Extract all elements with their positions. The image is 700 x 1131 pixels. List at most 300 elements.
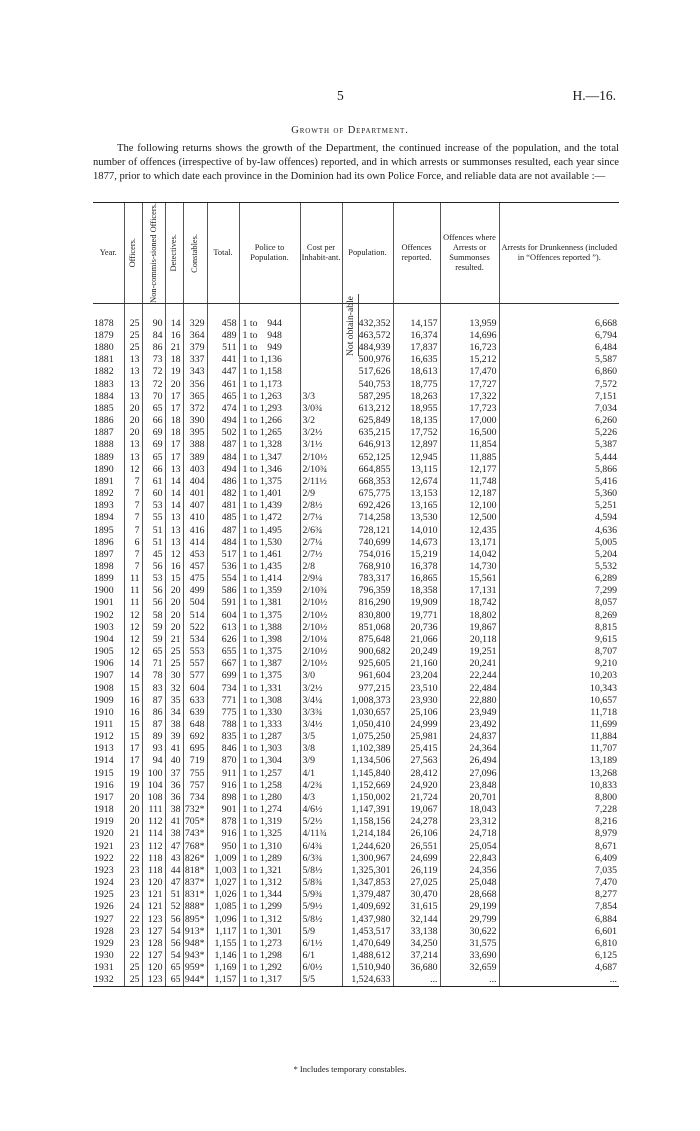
detectives-cell: 16: [165, 561, 183, 573]
year-cell: 1891: [94, 475, 114, 487]
year-cell: 1888: [94, 439, 114, 451]
table-row: [93, 610, 619, 622]
drunkenness-cell: 7,299: [499, 585, 619, 597]
table-row: [93, 792, 619, 804]
officers-cell: 7: [124, 561, 142, 573]
total-cell: 1,026: [207, 889, 239, 901]
constables-cell: 389: [183, 452, 207, 464]
nco-cell: 83: [142, 683, 165, 695]
arrests-cell: 17,322: [440, 391, 499, 403]
population-cell: 1,409,692: [342, 901, 393, 913]
table-row: [93, 695, 619, 707]
cost-cell: 3/0¾: [300, 403, 342, 415]
cost-cell: 2/8: [300, 561, 342, 573]
drunkenness-cell: 11,718: [499, 707, 619, 719]
table-row: [93, 841, 619, 853]
table-row: [93, 731, 619, 743]
nco-cell: 86: [142, 342, 165, 354]
ratio-cell: 1 to 1,325: [239, 828, 300, 840]
total-cell: 1,085: [207, 901, 239, 913]
cost-cell: 2/9¼: [300, 573, 342, 585]
total-cell: 465: [207, 391, 239, 403]
offences-cell: 19,771: [393, 610, 440, 622]
table-row: [93, 354, 619, 366]
total-cell: 655: [207, 646, 239, 658]
arrests-cell: 20,701: [440, 792, 499, 804]
population-cell: 635,215: [342, 427, 393, 439]
total-cell: 667: [207, 658, 239, 670]
offences-cell: 13,530: [393, 512, 440, 524]
total-cell: 775: [207, 707, 239, 719]
nco-cell: 45: [142, 549, 165, 561]
constables-cell: 379: [183, 342, 207, 354]
officers-cell: 20: [124, 415, 142, 427]
nco-cell: 120: [142, 877, 165, 889]
constables-cell: 818*: [183, 865, 207, 877]
ratio-cell: 1 to 944: [239, 303, 300, 330]
detectives-cell: 39: [165, 731, 183, 743]
arrests-cell: 22,843: [440, 853, 499, 865]
ratio-cell: 1 to 1,308: [239, 695, 300, 707]
constables-cell: 410: [183, 512, 207, 524]
year-cell: 1889: [94, 451, 114, 463]
population-cell: 692,426: [342, 500, 393, 512]
arrests-cell: 24,837: [440, 731, 499, 743]
population-cell: 977,215: [342, 683, 393, 695]
nco-cell: 93: [142, 743, 165, 755]
offences-cell: 25,415: [393, 743, 440, 755]
nco-cell: 65: [142, 646, 165, 658]
nco-cell: 58: [142, 610, 165, 622]
population-cell: 796,359: [342, 585, 393, 597]
officers-cell: 7: [124, 476, 142, 488]
detectives-cell: 25: [165, 658, 183, 670]
cost-cell: 4/2¾: [300, 780, 342, 792]
total-cell: 586: [207, 585, 239, 597]
total-cell: 486: [207, 476, 239, 488]
header-detectives: Detectives.: [165, 203, 183, 304]
offences-cell: 26,551: [393, 841, 440, 853]
not-obtainable-note: Not obtain-able: [345, 294, 359, 356]
officers-cell: 19: [124, 768, 142, 780]
drunkenness-cell: 9,210: [499, 658, 619, 670]
drunkenness-cell: 6,860: [499, 366, 619, 378]
arrests-cell: 31,575: [440, 938, 499, 950]
detectives-cell: 13: [165, 464, 183, 476]
table-row: [93, 366, 619, 378]
officers-cell: 6: [124, 537, 142, 549]
table-row: [93, 950, 619, 962]
arrests-cell: 28,668: [440, 889, 499, 901]
population-cell: 961,604: [342, 670, 393, 682]
intro-paragraph: The following returns shows the growth of the Department, the continued increase of the population, and the total number of offences (irrespective of by-law offences) reported, and in which arrests or summonses resulted, each year since 1877, prior to which date each province in the Dominion had its own Police Force, and reliable data are not available :—: [93, 143, 619, 182]
offences-cell: 19,067: [393, 804, 440, 816]
arrests-cell: 13,959: [440, 303, 499, 330]
cost-cell: 3/3¾: [300, 707, 342, 719]
total-cell: 1,146: [207, 950, 239, 962]
total-cell: 554: [207, 573, 239, 585]
constables-cell: 401: [183, 488, 207, 500]
drunkenness-cell: 8,707: [499, 646, 619, 658]
year-cell: 1908: [94, 682, 114, 694]
total-cell: 487: [207, 439, 239, 451]
table-row: [93, 597, 619, 609]
officers-cell: 20: [124, 804, 142, 816]
drunkenness-cell: 10,657: [499, 695, 619, 707]
offences-cell: 21,724: [393, 792, 440, 804]
year-cell: 1887: [94, 427, 114, 439]
table-row: [93, 683, 619, 695]
table-row: [93, 889, 619, 901]
officers-cell: 25: [124, 974, 142, 987]
year-cell: 1913: [94, 743, 114, 755]
nco-cell: 56: [142, 561, 165, 573]
header-population: Population.: [342, 203, 393, 304]
officers-cell: 15: [124, 683, 142, 695]
cost-cell: 3/3: [300, 391, 342, 403]
total-cell: 1,096: [207, 914, 239, 926]
officers-cell: 22: [124, 914, 142, 926]
nco-cell: 65: [142, 452, 165, 464]
ratio-cell: 1 to 1,439: [239, 500, 300, 512]
officers-cell: 12: [124, 610, 142, 622]
year-cell: 1922: [94, 852, 114, 864]
nco-cell: 56: [142, 585, 165, 597]
ratio-cell: 1 to 1,375: [239, 670, 300, 682]
year-cell: 1920: [94, 828, 114, 840]
population-cell: 1,300,967: [342, 853, 393, 865]
offences-cell: 16,635: [393, 354, 440, 366]
population-cell: 1,152,669: [342, 780, 393, 792]
nco-cell: 112: [142, 816, 165, 828]
ratio-cell: 1 to 1,461: [239, 549, 300, 561]
ratio-cell: 1 to 1,293: [239, 403, 300, 415]
total-cell: 461: [207, 379, 239, 391]
arrests-cell: 20,241: [440, 658, 499, 670]
year-cell: 1927: [94, 913, 114, 925]
cost-cell: 5/8½: [300, 914, 342, 926]
total-cell: 511: [207, 342, 239, 354]
year-cell: 1880: [94, 342, 114, 354]
officers-cell: 13: [124, 366, 142, 378]
total-cell: 502: [207, 427, 239, 439]
total-cell: 489: [207, 330, 239, 342]
year-cell: 1917: [94, 791, 114, 803]
year-cell: 1910: [94, 706, 114, 718]
constables-cell: 831*: [183, 889, 207, 901]
offences-cell: 18,955: [393, 403, 440, 415]
ratio-cell: 1 to 1,136: [239, 354, 300, 366]
detectives-cell: 20: [165, 379, 183, 391]
year-cell: 1932: [93, 974, 124, 987]
total-cell: 447: [207, 366, 239, 378]
total-cell: 901: [207, 804, 239, 816]
total-cell: 474: [207, 403, 239, 415]
cost-cell: 4/6½: [300, 804, 342, 816]
constables-cell: 755: [183, 768, 207, 780]
arrests-cell: 26,494: [440, 755, 499, 767]
table-header-row: [93, 203, 619, 304]
ratio-cell: 1 to 1,344: [239, 889, 300, 901]
population-cell: 463,572: [342, 330, 393, 342]
total-cell: 734: [207, 683, 239, 695]
ratio-cell: 1 to 1,398: [239, 634, 300, 646]
detectives-cell: 54: [165, 926, 183, 938]
arrests-cell: 25,054: [440, 841, 499, 853]
arrests-cell: 23,848: [440, 780, 499, 792]
total-cell: 878: [207, 816, 239, 828]
ratio-cell: 1 to 1,472: [239, 512, 300, 524]
cost-cell: 2/10½: [300, 452, 342, 464]
header-offences-reported: Offences reported.: [393, 203, 440, 304]
population-cell: 1,379,487: [342, 889, 393, 901]
table-row: [93, 634, 619, 646]
table-row: [93, 415, 619, 427]
year-cell: 1878: [94, 317, 114, 329]
population-cell: 728,121: [342, 525, 393, 537]
constables-cell: 959*: [183, 962, 207, 974]
drunkenness-cell: 5,416: [499, 476, 619, 488]
ratio-cell: 1 to 1,265: [239, 427, 300, 439]
ratio-cell: 1 to 1,530: [239, 537, 300, 549]
year-cell: 1903: [94, 621, 114, 633]
constables-cell: 705*: [183, 816, 207, 828]
cost-cell: 3/4¼: [300, 695, 342, 707]
total-cell: 484: [207, 452, 239, 464]
table-row: [93, 926, 619, 938]
cost-cell: [300, 330, 342, 342]
officers-cell: 7: [124, 500, 142, 512]
total-cell: 1,169: [207, 962, 239, 974]
detectives-cell: 44: [165, 865, 183, 877]
table-row: [93, 476, 619, 488]
population-cell: 646,913: [342, 439, 393, 451]
constables-cell: 534: [183, 634, 207, 646]
arrests-cell: 32,659: [440, 962, 499, 974]
population-cell: 664,855: [342, 464, 393, 476]
constables-cell: 365: [183, 391, 207, 403]
population-cell: 1,244,620: [342, 841, 393, 853]
table-row: [93, 719, 619, 731]
officers-cell: 20: [124, 792, 142, 804]
total-cell: 846: [207, 743, 239, 755]
drunkenness-cell: 6,794: [499, 330, 619, 342]
officers-cell: 23: [124, 926, 142, 938]
officers-cell: 23: [124, 841, 142, 853]
constables-cell: 475: [183, 573, 207, 585]
detectives-cell: 21: [165, 342, 183, 354]
constables-cell: 504: [183, 597, 207, 609]
nco-cell: 66: [142, 464, 165, 476]
drunkenness-cell: 6,601: [499, 926, 619, 938]
year-cell: 1926: [94, 901, 114, 913]
nco-cell: 65: [142, 403, 165, 415]
drunkenness-cell: 8,671: [499, 841, 619, 853]
detectives-cell: 20: [165, 585, 183, 597]
population-cell: 500,976: [342, 354, 393, 366]
arrests-cell: 23,492: [440, 719, 499, 731]
nco-cell: 127: [142, 926, 165, 938]
total-cell: 699: [207, 670, 239, 682]
cost-cell: 2/10¾: [300, 464, 342, 476]
arrests-cell: 12,100: [440, 500, 499, 512]
drunkenness-cell: 4,594: [499, 512, 619, 524]
detectives-cell: 25: [165, 646, 183, 658]
offences-cell: 21,066: [393, 634, 440, 646]
year-cell: 1882: [94, 366, 114, 378]
population-cell: 1,488,612: [342, 950, 393, 962]
arrests-cell: 19,867: [440, 622, 499, 634]
table-row: [93, 439, 619, 451]
constables-cell: 343: [183, 366, 207, 378]
detectives-cell: 47: [165, 877, 183, 889]
detectives-cell: 18: [165, 415, 183, 427]
nco-cell: 60: [142, 488, 165, 500]
drunkenness-cell: 7,572: [499, 379, 619, 391]
ratio-cell: 1 to 1,312: [239, 877, 300, 889]
constables-cell: 372: [183, 403, 207, 415]
ratio-cell: 1 to 1,375: [239, 476, 300, 488]
total-cell: 1,157: [207, 974, 239, 987]
nco-cell: 72: [142, 379, 165, 391]
officers-cell: 23: [124, 889, 142, 901]
drunkenness-cell: 9,615: [499, 634, 619, 646]
cost-cell: 6/0½: [300, 962, 342, 974]
constables-cell: 453: [183, 549, 207, 561]
ratio-cell: 1 to 1,328: [239, 439, 300, 451]
header-cost-per-inhabitant: Cost per Inhabit-ant.: [300, 203, 342, 304]
offences-cell: 25,981: [393, 731, 440, 743]
offences-cell: 23,510: [393, 683, 440, 695]
arrests-cell: 12,177: [440, 464, 499, 476]
drunkenness-cell: 8,800: [499, 792, 619, 804]
drunkenness-cell: 11,707: [499, 743, 619, 755]
nco-cell: 121: [142, 901, 165, 913]
nco-cell: 111: [142, 804, 165, 816]
nco-cell: 66: [142, 415, 165, 427]
table-row: [93, 658, 619, 670]
cost-cell: 3/2: [300, 415, 342, 427]
arrests-cell: 15,561: [440, 573, 499, 585]
cost-cell: 4/3: [300, 792, 342, 804]
constables-cell: 577: [183, 670, 207, 682]
year-cell: 1916: [94, 779, 114, 791]
year-cell: 1886: [94, 415, 114, 427]
officers-cell: 15: [124, 731, 142, 743]
table-row: [93, 670, 619, 682]
table-row: [93, 622, 619, 634]
nco-cell: 73: [142, 354, 165, 366]
drunkenness-cell: 8,979: [499, 828, 619, 840]
arrests-cell: 17,000: [440, 415, 499, 427]
total-cell: 485: [207, 512, 239, 524]
total-cell: 481: [207, 500, 239, 512]
constables-cell: 639: [183, 707, 207, 719]
cost-cell: 2/10¼: [300, 634, 342, 646]
nco-cell: 87: [142, 719, 165, 731]
total-cell: 1,027: [207, 877, 239, 889]
population-cell: 484,939: [342, 342, 393, 354]
detectives-cell: 18: [165, 354, 183, 366]
ratio-cell: 1 to 1,299: [239, 901, 300, 913]
year-cell: 1906: [94, 658, 114, 670]
year-cell: 1921: [94, 840, 114, 852]
header-police-to-population: Police to Population.: [239, 203, 300, 304]
drunkenness-cell: 10,343: [499, 683, 619, 695]
nco-cell: 108: [142, 792, 165, 804]
constables-cell: 695: [183, 743, 207, 755]
cost-cell: 5/9½: [300, 901, 342, 913]
detectives-cell: 35: [165, 695, 183, 707]
detectives-cell: 20: [165, 597, 183, 609]
year-cell: 1879: [94, 330, 114, 342]
arrests-cell: 30,622: [440, 926, 499, 938]
ratio-cell: 1 to 1,158: [239, 366, 300, 378]
table-row: [93, 914, 619, 926]
drunkenness-cell: 8,269: [499, 610, 619, 622]
detectives-cell: 20: [165, 610, 183, 622]
officers-cell: 12: [124, 646, 142, 658]
offences-cell: 13,153: [393, 488, 440, 500]
total-cell: 835: [207, 731, 239, 743]
detectives-cell: 51: [165, 889, 183, 901]
total-cell: 1,009: [207, 853, 239, 865]
population-cell: 1,008,373: [342, 695, 393, 707]
ratio-cell: 1 to 1,375: [239, 610, 300, 622]
drunkenness-cell: 4,636: [499, 525, 619, 537]
nco-cell: 59: [142, 634, 165, 646]
total-cell: 1,003: [207, 865, 239, 877]
population-cell: 783,317: [342, 573, 393, 585]
cost-cell: 6/4¾: [300, 841, 342, 853]
drunkenness-cell: 8,057: [499, 597, 619, 609]
officers-cell: 7: [124, 525, 142, 537]
constables-cell: 743*: [183, 828, 207, 840]
year-cell: 1925: [94, 889, 114, 901]
officers-cell: 15: [124, 719, 142, 731]
population-cell: 816,290: [342, 597, 393, 609]
arrests-cell: 17,727: [440, 379, 499, 391]
population-cell: 851,068: [342, 622, 393, 634]
cost-cell: 5/5: [300, 974, 342, 987]
year-cell: 1901: [94, 597, 114, 609]
population-cell: 1,050,410: [342, 719, 393, 731]
detectives-cell: 15: [165, 573, 183, 585]
offences-cell: 20,736: [393, 622, 440, 634]
drunkenness-cell: 5,866: [499, 464, 619, 476]
year-cell: 1919: [94, 816, 114, 828]
arrests-cell: 22,244: [440, 670, 499, 682]
detectives-cell: 21: [165, 634, 183, 646]
offences-cell: 34,250: [393, 938, 440, 950]
total-cell: 536: [207, 561, 239, 573]
table-row: [93, 804, 619, 816]
ratio-cell: 1 to 1,312: [239, 914, 300, 926]
population-cell: 625,849: [342, 415, 393, 427]
detectives-cell: 14: [165, 488, 183, 500]
year-cell: 1912: [94, 731, 114, 743]
officers-cell: 25: [124, 303, 142, 330]
ratio-cell: 1 to 1,333: [239, 719, 300, 731]
drunkenness-cell: 10,833: [499, 780, 619, 792]
nco-cell: 120: [142, 962, 165, 974]
detectives-cell: 41: [165, 816, 183, 828]
detectives-cell: 65: [165, 974, 183, 987]
officers-cell: 23: [124, 877, 142, 889]
table-row: [93, 525, 619, 537]
constables-cell: 768*: [183, 841, 207, 853]
header-year: Year.: [93, 203, 124, 304]
